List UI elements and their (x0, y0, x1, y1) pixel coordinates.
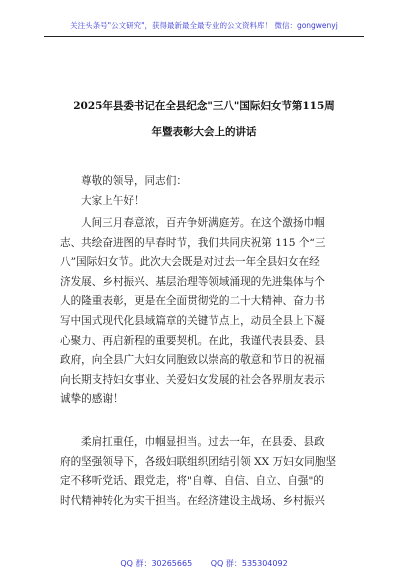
paragraph-line: 向长期支持妇女事业、关爱妇女发展的社会各界朋友表示 (60, 373, 325, 386)
paragraph-1 (60, 214, 350, 410)
greeting (60, 192, 350, 212)
paragraph-line: 府的坚强领导下，各级妇联组织团结引领 XX 万妇女同胞坚 (60, 455, 337, 468)
header-divider (44, 36, 364, 37)
paragraph-line: 定不移听党话、跟党走，将"自尊、自信、自立、自强"的 (60, 475, 324, 488)
salutation-text: 尊敬的领导，同志们： (81, 175, 187, 187)
footer (0, 558, 408, 569)
footer-qq-group-2: QQ 群：535304092 (210, 559, 288, 568)
paragraph-line: 济发展、乡村振兴、基层治理等领域涌现的先进集体与个 (60, 275, 325, 288)
greeting-text: 大家上午好！ (81, 195, 145, 207)
paragraph-line: 人间三月春意浓，百卉争妍满庭芳。在这个激扬巾帼 (81, 217, 325, 229)
paragraph-line: 柔肩扛重任，巾帼显担当。过去一年，在县委、县政 (81, 436, 325, 448)
paragraph-2 (60, 433, 350, 511)
footer-qq-group-1: QQ 群：30265665 (120, 559, 193, 568)
header-note: 关注头条号"公文研究"，获得最新最全最专业的公文资料库！ 微信：gongwenyj (70, 21, 338, 30)
salutation (60, 172, 350, 192)
paragraph-line: 诚挚的感谢！ (60, 393, 124, 406)
document-title-line-1: 2025年县委书记在全县纪念"三八"国际妇女节第115周 (73, 100, 335, 112)
paragraph-line: 心聚力、再启新程的重要契机。在此，我谨代表县委、县 (60, 334, 325, 347)
paragraph-line: 志、共绘奋进图的早春时节，我们共同庆祝第 115 个“三 (60, 236, 326, 249)
paragraph-line: 政府，向全县广大妇女同胞致以崇高的敬意和节日的祝福 (60, 354, 325, 367)
document-title-line-2: 年暨表彰大会上的讲话 (151, 126, 257, 138)
paragraph-line: 时代精神转化为实干担当。在经济建设主战场、乡村振兴 (60, 494, 325, 507)
paragraph-line: 人的隆重表彰，更是在全面贯彻党的二十大精神、奋力书 (60, 295, 325, 308)
paragraph-line: 八”国际妇女节。此次大会既是对过去一年全县妇女在经 (60, 256, 320, 269)
paragraph-line: 写中国式现代化县域篇章的关键节点上，动员全县上下凝 (60, 314, 325, 327)
